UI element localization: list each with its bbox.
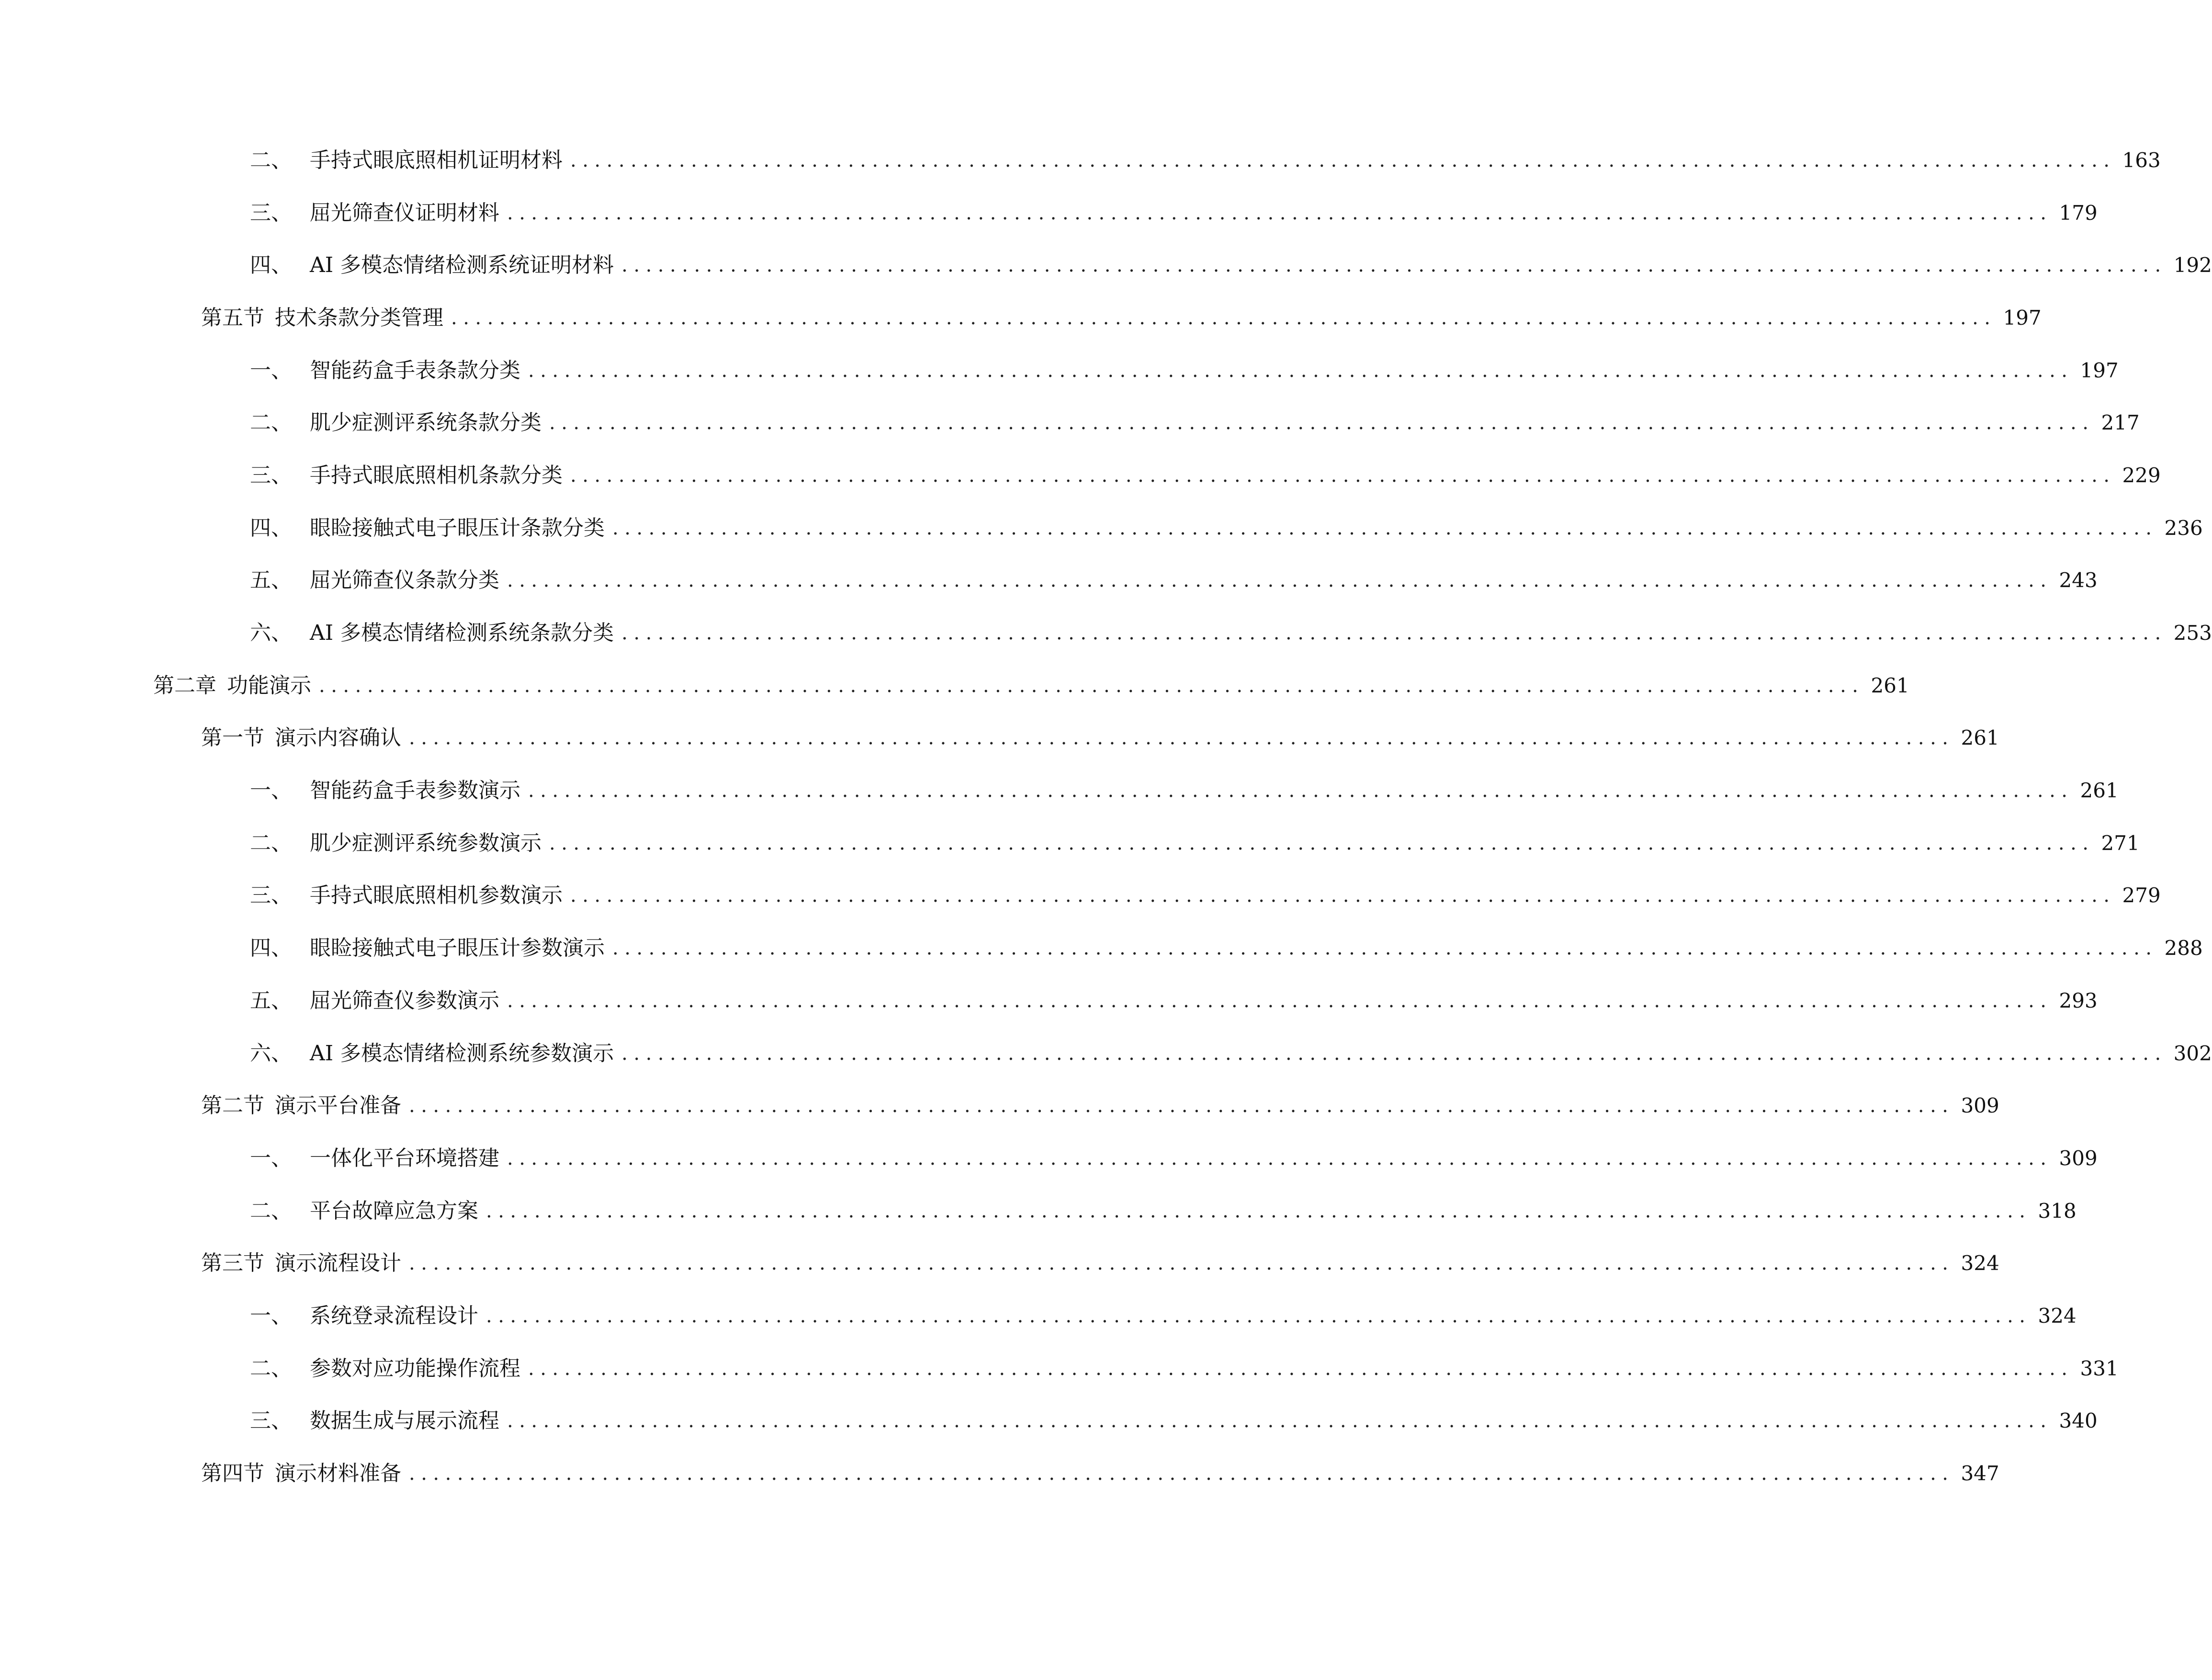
toc-entry-title: 肌少症测评系统参数演示 — [310, 830, 542, 855]
toc-entry-page: 288 — [2164, 936, 2203, 960]
toc-entry-page: 229 — [2122, 463, 2161, 487]
toc-entry-page: 302 — [2173, 1041, 2212, 1065]
toc-dot-leader: ................................................................................................................................ — [528, 359, 2074, 382]
toc-entry[interactable] — [0, 607, 2212, 659]
toc-dot-leader: ................................................................................................................................ — [507, 989, 2053, 1012]
toc-dot-leader: ................................................................................................................................ — [621, 254, 2167, 277]
toc-dot-leader: ................................................................................................................................ — [570, 464, 2116, 487]
toc-dot-leader: ................................................................................................................................ — [612, 517, 2158, 539]
toc-dot-leader: ................................................................................................................................ — [451, 306, 1997, 329]
toc-dot-leader: ................................................................................................................................ — [507, 202, 2053, 224]
toc-entry-page: 217 — [2101, 411, 2140, 435]
toc-entry-section[interactable] — [0, 1079, 1999, 1132]
toc-entry-title: 演示材料准备 — [275, 1461, 401, 1486]
toc-entry-page: 243 — [2059, 568, 2098, 592]
toc-dot-leader: ................................................................................................................................ — [549, 832, 2095, 854]
toc-dot-leader: ................................................................................................................................ — [549, 412, 2095, 434]
toc-entry-page: 163 — [2122, 148, 2161, 172]
toc-entry-title: 数据生成与展示流程 — [310, 1408, 499, 1433]
toc-entry[interactable] — [0, 239, 2212, 292]
toc-entry-title: 智能药盒手表参数演示 — [310, 778, 520, 803]
toc-entry-page: 271 — [2101, 831, 2140, 855]
toc-entry-marker: 二、 — [250, 148, 292, 172]
toc-entry-title: 屈光筛查仪参数演示 — [310, 988, 499, 1013]
toc-entry-page: 318 — [2038, 1199, 2077, 1223]
toc-entry[interactable] — [0, 1132, 2098, 1185]
toc-entry-marker: 二、 — [250, 1356, 292, 1381]
toc-entry[interactable] — [0, 1185, 2077, 1237]
toc-entry-title: 系统登录流程设计 — [310, 1303, 478, 1328]
toc-entry-marker: 二、 — [250, 830, 292, 855]
toc-entry-page: 309 — [1961, 1094, 1999, 1118]
toc-dot-leader: ................................................................................................................................ — [621, 622, 2167, 645]
toc-entry-title: 功能演示 — [227, 673, 311, 698]
toc-entry-marker: 四、 — [250, 253, 292, 278]
toc-entry-marker: 一、 — [250, 778, 292, 803]
toc-dot-leader: ................................................................................................................................ — [621, 1042, 2167, 1065]
toc-entry-title: 技术条款分类管理 — [275, 305, 443, 330]
toc-entry-page: 261 — [1871, 673, 1909, 697]
toc-entry[interactable] — [0, 975, 2098, 1027]
toc-entry[interactable] — [0, 555, 2098, 607]
toc-dot-leader: ................................................................................................................................ — [486, 1305, 2031, 1327]
toc-dot-leader: ................................................................................................................................ — [570, 149, 2116, 171]
toc-dot-leader: ................................................................................................................................ — [319, 674, 1864, 697]
toc-entry[interactable] — [0, 764, 2119, 817]
toc-entry-page: 293 — [2059, 988, 2098, 1012]
toc-entry[interactable] — [0, 397, 2140, 449]
toc-entry-marker: 第三节 — [201, 1251, 264, 1276]
toc-entry-marker: 一、 — [250, 1303, 292, 1328]
toc-entry[interactable] — [0, 1290, 2077, 1342]
toc-entry[interactable] — [0, 922, 2203, 975]
toc-entry-page: 236 — [2164, 516, 2203, 540]
toc-entry-title: AI 多模态情绪检测系统参数演示 — [310, 1041, 614, 1066]
toc-entry-page: 331 — [2080, 1356, 2119, 1380]
table-of-contents — [0, 134, 2212, 1500]
toc-entry-marker: 第四节 — [201, 1461, 264, 1486]
toc-entry-section[interactable] — [0, 1237, 1999, 1290]
toc-entry-chapter[interactable] — [0, 659, 1909, 712]
toc-dot-leader: ................................................................................................................................ — [409, 727, 1954, 749]
toc-entry-page: 340 — [2059, 1409, 2098, 1433]
toc-entry-page: 261 — [1961, 726, 1999, 750]
toc-entry[interactable] — [0, 187, 2098, 239]
toc-dot-leader: ................................................................................................................................ — [486, 1200, 2031, 1222]
toc-entry-section[interactable] — [0, 292, 2042, 344]
toc-entry-marker: 三、 — [250, 883, 292, 908]
toc-entry[interactable] — [0, 502, 2203, 555]
toc-entry-page: 197 — [2080, 358, 2119, 382]
toc-dot-leader: ................................................................................................................................ — [528, 1357, 2074, 1380]
toc-entry[interactable] — [0, 449, 2161, 502]
toc-entry[interactable] — [0, 1027, 2212, 1080]
toc-entry-title: 一体化平台环境搭建 — [310, 1146, 499, 1170]
toc-entry-marker: 第五节 — [201, 305, 264, 330]
toc-entry-page: 309 — [2059, 1146, 2098, 1170]
toc-dot-leader: ................................................................................................................................ — [409, 1095, 1954, 1117]
toc-entry-marker: 五、 — [250, 988, 292, 1013]
toc-entry-section[interactable] — [0, 1447, 1999, 1500]
toc-dot-leader: ................................................................................................................................ — [507, 1410, 2053, 1432]
toc-entry-title: 演示平台准备 — [275, 1093, 401, 1118]
toc-entry-title: 屈光筛查仪条款分类 — [310, 568, 499, 593]
toc-entry-title: 手持式眼底照相机条款分类 — [310, 463, 563, 488]
toc-entry-title: 手持式眼底照相机参数演示 — [310, 883, 563, 908]
toc-entry-marker: 二、 — [250, 410, 292, 435]
toc-entry-marker: 第二章 — [153, 673, 216, 698]
toc-entry-marker: 四、 — [250, 936, 292, 961]
toc-entry-title: 平台故障应急方案 — [310, 1198, 478, 1223]
toc-entry-marker: 六、 — [250, 621, 292, 646]
toc-entry-marker: 三、 — [250, 463, 292, 488]
toc-entry[interactable] — [0, 344, 2119, 397]
toc-entry-section[interactable] — [0, 712, 1999, 765]
toc-dot-leader: ................................................................................................................................ — [570, 885, 2116, 907]
toc-dot-leader: ................................................................................................................................ — [612, 937, 2158, 960]
toc-entry-title: 眼睑接触式电子眼压计条款分类 — [310, 515, 605, 540]
toc-dot-leader: ................................................................................................................................ — [507, 569, 2053, 592]
toc-entry-title: 肌少症测评系统条款分类 — [310, 410, 542, 435]
toc-entry-title: 手持式眼底照相机证明材料 — [310, 148, 563, 172]
toc-entry-title: AI 多模态情绪检测系统条款分类 — [310, 621, 614, 646]
toc-entry-page: 192 — [2173, 253, 2212, 277]
toc-entry-marker: 五、 — [250, 568, 292, 593]
toc-entry-title: 参数对应功能操作流程 — [310, 1356, 520, 1381]
toc-dot-leader: ................................................................................................................................ — [507, 1147, 2053, 1169]
toc-entry-page: 279 — [2122, 884, 2161, 908]
toc-entry-page: 324 — [2038, 1304, 2077, 1328]
toc-entry[interactable] — [0, 1395, 2098, 1448]
toc-entry-marker: 二、 — [250, 1198, 292, 1223]
toc-entry-page: 179 — [2059, 201, 2098, 225]
toc-entry-page: 253 — [2173, 621, 2212, 645]
toc-entry-title: AI 多模态情绪检测系统证明材料 — [310, 253, 614, 278]
toc-entry-page: 347 — [1961, 1462, 1999, 1486]
toc-entry-marker: 一、 — [250, 358, 292, 383]
toc-entry-marker: 三、 — [250, 1408, 292, 1433]
toc-entry[interactable] — [0, 134, 2161, 187]
toc-entry-marker: 六、 — [250, 1041, 292, 1066]
toc-entry-marker: 三、 — [250, 200, 292, 225]
toc-entry[interactable] — [0, 870, 2161, 922]
toc-entry-title: 眼睑接触式电子眼压计参数演示 — [310, 936, 605, 961]
toc-entry-title: 演示流程设计 — [275, 1251, 401, 1276]
toc-entry-page: 197 — [2003, 306, 2042, 329]
toc-entry-marker: 一、 — [250, 1146, 292, 1170]
toc-entry-marker: 第二节 — [201, 1093, 264, 1118]
toc-entry-title: 智能药盒手表条款分类 — [310, 358, 520, 383]
toc-entry[interactable] — [0, 817, 2140, 870]
toc-entry[interactable] — [0, 1342, 2119, 1395]
toc-dot-leader: ................................................................................................................................ — [528, 780, 2074, 802]
toc-entry-title: 演示内容确认 — [275, 726, 401, 750]
toc-dot-leader: ................................................................................................................................ — [409, 1463, 1954, 1485]
toc-dot-leader: ................................................................................................................................ — [409, 1252, 1954, 1275]
toc-entry-page: 261 — [2080, 779, 2119, 803]
toc-entry-page: 324 — [1961, 1251, 1999, 1275]
toc-entry-marker: 四、 — [250, 515, 292, 540]
toc-entry-title: 屈光筛查仪证明材料 — [310, 200, 499, 225]
toc-entry-marker: 第一节 — [201, 726, 264, 750]
